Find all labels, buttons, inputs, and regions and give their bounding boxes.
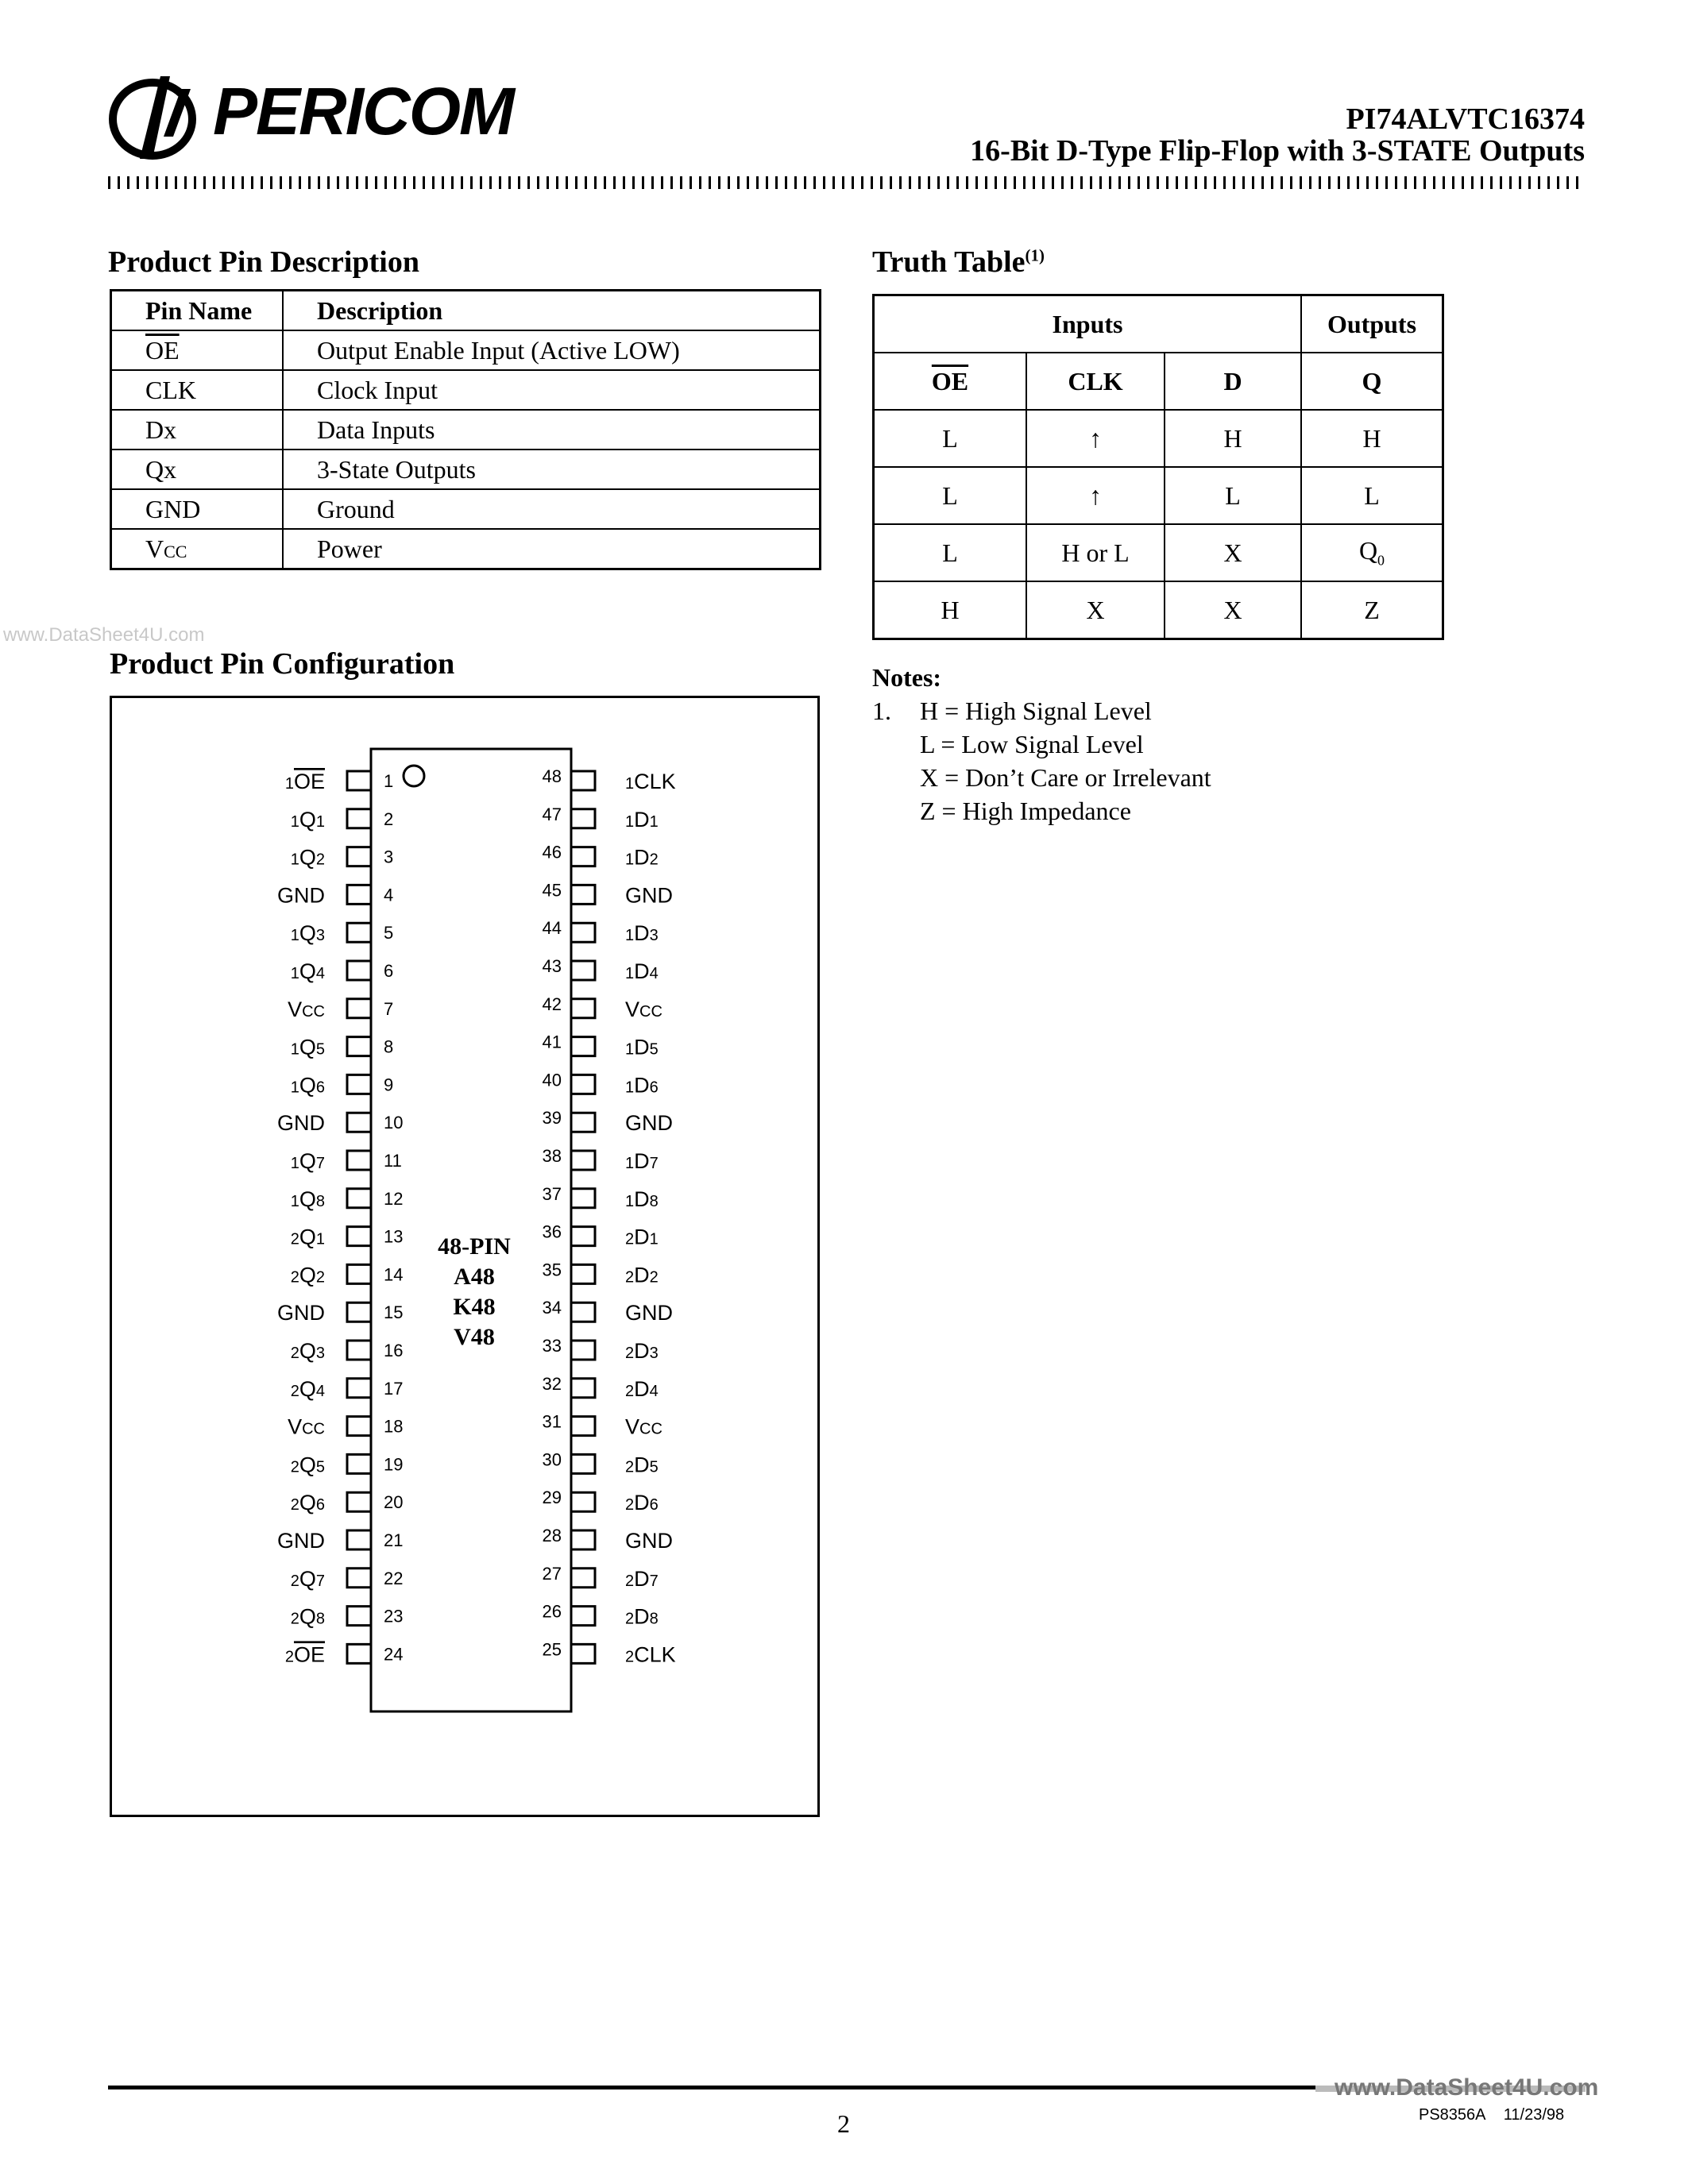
table-group-header-row bbox=[874, 295, 1443, 353]
pin-number: 31 bbox=[542, 1411, 562, 1432]
pin-label-left: VCC bbox=[288, 997, 325, 1021]
pin-number: 33 bbox=[542, 1336, 562, 1356]
pin-label-left: 2Q2 bbox=[290, 1263, 325, 1287]
table-row bbox=[874, 410, 1443, 467]
table-cell: ↑ bbox=[1026, 410, 1165, 467]
pin-name: $\overline{OE}$ bbox=[145, 335, 180, 365]
pin-stub-right bbox=[571, 1607, 595, 1626]
footer-rule bbox=[108, 2086, 1315, 2089]
pin-label-right: 1D8 bbox=[625, 1187, 659, 1211]
package-label: K48 bbox=[453, 1294, 496, 1320]
pin-number: 23 bbox=[384, 1606, 404, 1626]
table-cell: X bbox=[1165, 581, 1301, 639]
pin-number: 19 bbox=[384, 1454, 404, 1475]
pin-label-left: 2Q7 bbox=[290, 1566, 325, 1591]
pin-stub-left bbox=[347, 771, 371, 790]
pin-stub-right bbox=[571, 1075, 595, 1094]
pin-label-right: 2D6 bbox=[625, 1491, 659, 1515]
pin-configuration-title: Product Pin Configuration bbox=[110, 647, 455, 681]
pin-label-right: VCC bbox=[625, 1414, 662, 1439]
pin-label-left: GND bbox=[277, 883, 325, 908]
pin-label-right: 1D4 bbox=[625, 959, 659, 983]
pin-number: 36 bbox=[542, 1221, 562, 1242]
pin-description-title: Product Pin Description bbox=[108, 245, 419, 279]
column-header: D bbox=[1165, 353, 1301, 410]
pin-stub-left bbox=[347, 1530, 371, 1549]
header-dotted-rule bbox=[108, 176, 1586, 189]
table-cell: L bbox=[1165, 467, 1301, 524]
pin-label-right: 2CLK bbox=[625, 1642, 676, 1667]
pericom-logo bbox=[108, 73, 553, 160]
pin-number: 18 bbox=[384, 1416, 404, 1437]
pin-name-cell: GND bbox=[111, 489, 284, 529]
column-header: CLK bbox=[1026, 353, 1165, 410]
note-item bbox=[872, 694, 1211, 727]
pin-stub-right bbox=[571, 809, 595, 828]
pin-stub-right bbox=[571, 923, 595, 942]
pin-number: 48 bbox=[542, 766, 562, 786]
pin-number: 35 bbox=[542, 1260, 562, 1280]
pin-stub-right bbox=[571, 1530, 595, 1549]
pin-number: 5 bbox=[384, 923, 394, 943]
pin-name-cell: CLK bbox=[111, 370, 284, 410]
pin-label-left: GND bbox=[277, 1529, 325, 1553]
pin-stub-right bbox=[571, 1379, 595, 1398]
table-cell: L bbox=[1301, 467, 1443, 524]
pin-number: 41 bbox=[542, 1032, 562, 1052]
truth-table-note-ref: (1) bbox=[1025, 245, 1045, 265]
note-text: High Signal Level bbox=[965, 696, 1152, 725]
pin-stub-right bbox=[571, 1189, 595, 1208]
table-row bbox=[874, 581, 1443, 639]
column-header-oe: $\overline{OE}$ bbox=[931, 366, 969, 396]
pin-label-right: 2D4 bbox=[625, 1376, 659, 1401]
pin-number: 22 bbox=[384, 1568, 404, 1588]
pin-number: 13 bbox=[384, 1226, 404, 1247]
pericom-logo-mark-icon bbox=[108, 73, 211, 160]
pin-stub-left bbox=[347, 923, 371, 942]
pin-stub-left bbox=[347, 1379, 371, 1398]
column-header: Pin Name bbox=[111, 291, 284, 331]
pin-label-left: 2Q4 bbox=[290, 1376, 325, 1401]
pin-number: 12 bbox=[384, 1188, 404, 1209]
pin-number: 2 bbox=[384, 808, 394, 829]
pin-name-sub: CC bbox=[164, 541, 187, 561]
note-sym: Z bbox=[920, 797, 936, 825]
note-text: Don’t Care or Irrelevant bbox=[965, 763, 1211, 792]
pin-label-right: 1D1 bbox=[625, 807, 659, 832]
table-cell: H bbox=[874, 581, 1027, 639]
pin-stub-right bbox=[571, 961, 595, 980]
pin-stub-left bbox=[347, 1417, 371, 1436]
doc-date: 11/23/98 bbox=[1503, 2106, 1565, 2124]
pin-number: 38 bbox=[542, 1146, 562, 1166]
pin-label-right: 2D8 bbox=[625, 1604, 659, 1629]
pin-number: 42 bbox=[542, 994, 562, 1014]
pin-label-right: GND bbox=[625, 1301, 673, 1325]
pin-stub-right bbox=[571, 1454, 595, 1473]
table-cell: L bbox=[874, 524, 1027, 581]
package-label: V48 bbox=[454, 1324, 495, 1350]
pin-number: 25 bbox=[542, 1639, 562, 1660]
pin-desc-cell: Ground bbox=[283, 489, 821, 529]
pin-stub-right bbox=[571, 1113, 595, 1132]
pin-stub-left bbox=[347, 809, 371, 828]
table-cell: X bbox=[1026, 581, 1165, 639]
logo-text: PERICOM bbox=[213, 74, 514, 149]
pin-number: 11 bbox=[384, 1151, 402, 1171]
pin-stub-right bbox=[571, 1302, 595, 1322]
pin-label-right: GND bbox=[625, 1111, 673, 1136]
group-header-outputs: Outputs bbox=[1301, 295, 1443, 353]
pin-label-right: GND bbox=[625, 883, 673, 908]
pin-stub-right bbox=[571, 1227, 595, 1246]
pin-stub-right bbox=[571, 1492, 595, 1511]
table-row bbox=[111, 410, 821, 450]
note-eq: = bbox=[944, 696, 960, 725]
pin-name-cell bbox=[111, 529, 284, 569]
pin-stub-left bbox=[347, 1302, 371, 1322]
pin-number: 37 bbox=[542, 1183, 562, 1204]
note-eq: = bbox=[941, 797, 956, 825]
doc-code bbox=[1419, 2106, 1564, 2124]
part-number: PI74ALVTC16374 bbox=[1346, 102, 1585, 136]
pin-label-left: 1Q8 bbox=[290, 1187, 325, 1211]
pin-label-right: 1CLK bbox=[625, 770, 676, 793]
notes-title: Notes: bbox=[872, 663, 942, 692]
pin-number: 21 bbox=[384, 1530, 404, 1550]
pin-label-left: 1Q1 bbox=[290, 807, 325, 832]
pin-label-right: 2D7 bbox=[625, 1566, 659, 1591]
table-header-row bbox=[874, 353, 1443, 410]
pin-stub-left bbox=[347, 961, 371, 980]
pin-stub-left bbox=[347, 1492, 371, 1511]
pin-label-left: 2Q8 bbox=[290, 1604, 325, 1629]
pin-stub-right bbox=[571, 1264, 595, 1283]
pin-stub-left bbox=[347, 1151, 371, 1170]
pin-label-left: VCC bbox=[288, 1414, 325, 1439]
pin-number: 30 bbox=[542, 1449, 562, 1470]
note-text: High Impedance bbox=[962, 797, 1131, 825]
note-eq: = bbox=[941, 730, 956, 758]
note-item bbox=[872, 794, 1211, 828]
pin-stub-right bbox=[571, 999, 595, 1018]
pin-number: 15 bbox=[384, 1302, 404, 1323]
pin-stub-left bbox=[347, 1113, 371, 1132]
pin-desc-cell: 3-State Outputs bbox=[283, 450, 821, 489]
pin-number: 14 bbox=[384, 1264, 404, 1285]
pin-name-cell: Dx bbox=[111, 410, 284, 450]
pin-stub-right bbox=[571, 771, 595, 790]
pin-label-left: 1Q6 bbox=[290, 1073, 325, 1098]
table-cell: L bbox=[874, 467, 1027, 524]
pin-number: 29 bbox=[542, 1488, 562, 1508]
table-row bbox=[111, 330, 821, 370]
package-label: 48-PIN bbox=[438, 1233, 511, 1260]
footer-site-watermark: www.DataSheet4U.com bbox=[1335, 2074, 1599, 2101]
pin-number: 27 bbox=[542, 1563, 562, 1584]
pin-number: 7 bbox=[384, 998, 394, 1019]
column-header: Q bbox=[1301, 353, 1443, 410]
pin-name: V bbox=[145, 534, 164, 563]
pin-label-left: 1OE bbox=[284, 770, 325, 793]
pin-label-right: VCC bbox=[625, 997, 662, 1021]
table-cell: X bbox=[1165, 524, 1301, 581]
pin-stub-left bbox=[347, 847, 371, 866]
table-row bbox=[111, 529, 821, 569]
pin-number: 4 bbox=[384, 885, 394, 905]
pin-label-left: GND bbox=[277, 1301, 325, 1325]
ic-pinout-diagram bbox=[112, 698, 817, 1815]
pin-label-right: 2D1 bbox=[625, 1225, 659, 1249]
pin-label-right: 1D5 bbox=[625, 1035, 659, 1059]
pin-label-right: 2D3 bbox=[625, 1339, 659, 1363]
pin-number: 47 bbox=[542, 804, 562, 824]
pin-desc-cell: Output Enable Input (Active LOW) bbox=[283, 330, 821, 370]
pin-number: 1 bbox=[384, 771, 394, 791]
pin-number: 16 bbox=[384, 1341, 404, 1360]
pin-stub-left bbox=[347, 1644, 371, 1663]
pin-number: 17 bbox=[384, 1378, 404, 1399]
pin-number: 20 bbox=[384, 1492, 404, 1513]
note-sym: H bbox=[920, 696, 939, 725]
note-item bbox=[872, 761, 1211, 794]
note-sym: X bbox=[920, 763, 939, 792]
pin-stub-right bbox=[571, 1644, 595, 1663]
pin-label-right: 2D2 bbox=[625, 1263, 659, 1287]
pin-number: 10 bbox=[384, 1113, 404, 1133]
table-cell: H bbox=[1165, 410, 1301, 467]
pin-number: 44 bbox=[542, 918, 562, 939]
note-number: 1. bbox=[872, 696, 891, 725]
table-row bbox=[111, 489, 821, 529]
pin-desc-cell: Clock Input bbox=[283, 370, 821, 410]
table-header-row bbox=[111, 291, 821, 331]
pin-stub-right bbox=[571, 885, 595, 904]
pin-stub-left bbox=[347, 1341, 371, 1360]
pin-number: 9 bbox=[384, 1075, 394, 1095]
pin-label-right: GND bbox=[625, 1529, 673, 1553]
pin-desc-cell: Power bbox=[283, 529, 821, 569]
pin-stub-left bbox=[347, 1607, 371, 1626]
pin-label-left: 1Q7 bbox=[290, 1149, 325, 1173]
q0-subscript: 0 bbox=[1377, 552, 1385, 569]
pin-label-right: 1D7 bbox=[625, 1149, 659, 1173]
pin-configuration-box bbox=[110, 696, 820, 1817]
truth-table-title-text: Truth Table bbox=[872, 245, 1026, 279]
note-eq: = bbox=[944, 763, 960, 792]
truth-table bbox=[872, 294, 1444, 640]
table-cell: Z bbox=[1301, 581, 1443, 639]
pin-label-left: 2Q3 bbox=[290, 1339, 325, 1363]
table-cell: ↑ bbox=[1026, 467, 1165, 524]
pin1-marker-icon bbox=[404, 766, 424, 786]
doc-code-text: PS8356A bbox=[1419, 2106, 1486, 2124]
pin-stub-right bbox=[571, 1417, 595, 1436]
pin-number: 6 bbox=[384, 961, 394, 981]
group-header-inputs: Inputs bbox=[874, 295, 1302, 353]
pin-stub-right bbox=[571, 1037, 595, 1056]
pin-number: 45 bbox=[542, 880, 562, 901]
side-watermark: www.DataSheet4U.com bbox=[3, 624, 205, 646]
pin-label-left: 1Q5 bbox=[290, 1035, 325, 1059]
note-sym: L bbox=[920, 730, 935, 758]
table-row bbox=[111, 450, 821, 489]
pin-desc-cell: Data Inputs bbox=[283, 410, 821, 450]
pin-number: 24 bbox=[384, 1644, 404, 1665]
pin-name-cell: Qx bbox=[111, 450, 284, 489]
pin-number: 39 bbox=[542, 1108, 562, 1129]
pin-label-left: 2Q1 bbox=[290, 1225, 325, 1249]
pin-stub-left bbox=[347, 1075, 371, 1094]
note-text: Low Signal Level bbox=[961, 730, 1144, 758]
pin-number: 43 bbox=[542, 956, 562, 976]
pin-label-right: 2D5 bbox=[625, 1453, 659, 1477]
pin-stub-left bbox=[347, 1227, 371, 1246]
pin-number: 32 bbox=[542, 1373, 562, 1394]
table-cell: H bbox=[1301, 410, 1443, 467]
table-row bbox=[874, 467, 1443, 524]
note-item bbox=[872, 727, 1211, 761]
pin-label-right: 1D6 bbox=[625, 1073, 659, 1098]
column-header bbox=[874, 353, 1027, 410]
pin-stub-right bbox=[571, 1341, 595, 1360]
truth-table-title bbox=[872, 245, 1045, 280]
pin-stub-left bbox=[347, 999, 371, 1018]
table-cell: $Q_0$ bbox=[1301, 524, 1443, 581]
notes bbox=[872, 661, 1211, 828]
pin-stub-left bbox=[347, 1037, 371, 1056]
pin-number: 3 bbox=[384, 847, 394, 867]
pin-stub-left bbox=[347, 1264, 371, 1283]
pin-label-left: 2Q5 bbox=[290, 1453, 325, 1477]
pin-label-right: 1D3 bbox=[625, 921, 659, 946]
pin-description-table bbox=[110, 289, 821, 570]
pin-stub-left bbox=[347, 885, 371, 904]
pin-label-right: 1D2 bbox=[625, 845, 659, 870]
package-label: A48 bbox=[454, 1264, 495, 1290]
table-row bbox=[874, 524, 1443, 581]
pin-number: 28 bbox=[542, 1526, 562, 1545]
part-title: 16-Bit D-Type Flip-Flop with 3-STATE Outputs bbox=[970, 134, 1585, 168]
pin-number: 8 bbox=[384, 1036, 394, 1057]
pin-name-cell bbox=[111, 330, 284, 370]
page-number: 2 bbox=[837, 2109, 850, 2138]
pin-number: 40 bbox=[542, 1070, 562, 1090]
pin-label-left: 1Q2 bbox=[290, 845, 325, 870]
pin-number: 34 bbox=[542, 1298, 562, 1318]
pin-number: 46 bbox=[542, 842, 562, 862]
table-cell: H or L bbox=[1026, 524, 1165, 581]
pin-label-left: 1Q4 bbox=[290, 959, 325, 983]
pin-stub-right bbox=[571, 1569, 595, 1588]
column-header: Description bbox=[283, 291, 821, 331]
table-cell: L bbox=[874, 410, 1027, 467]
pin-stub-right bbox=[571, 847, 595, 866]
pin-number: 26 bbox=[542, 1601, 562, 1622]
pin-label-left: 2Q6 bbox=[290, 1491, 325, 1515]
pin-stub-left bbox=[347, 1569, 371, 1588]
pin-label-left: 1Q3 bbox=[290, 921, 325, 946]
pin-stub-right bbox=[571, 1151, 595, 1170]
pin-label-left: 2OE bbox=[284, 1642, 325, 1667]
pin-label-left: GND bbox=[277, 1111, 325, 1136]
pin-stub-left bbox=[347, 1454, 371, 1473]
table-row bbox=[111, 370, 821, 410]
pin-stub-left bbox=[347, 1189, 371, 1208]
